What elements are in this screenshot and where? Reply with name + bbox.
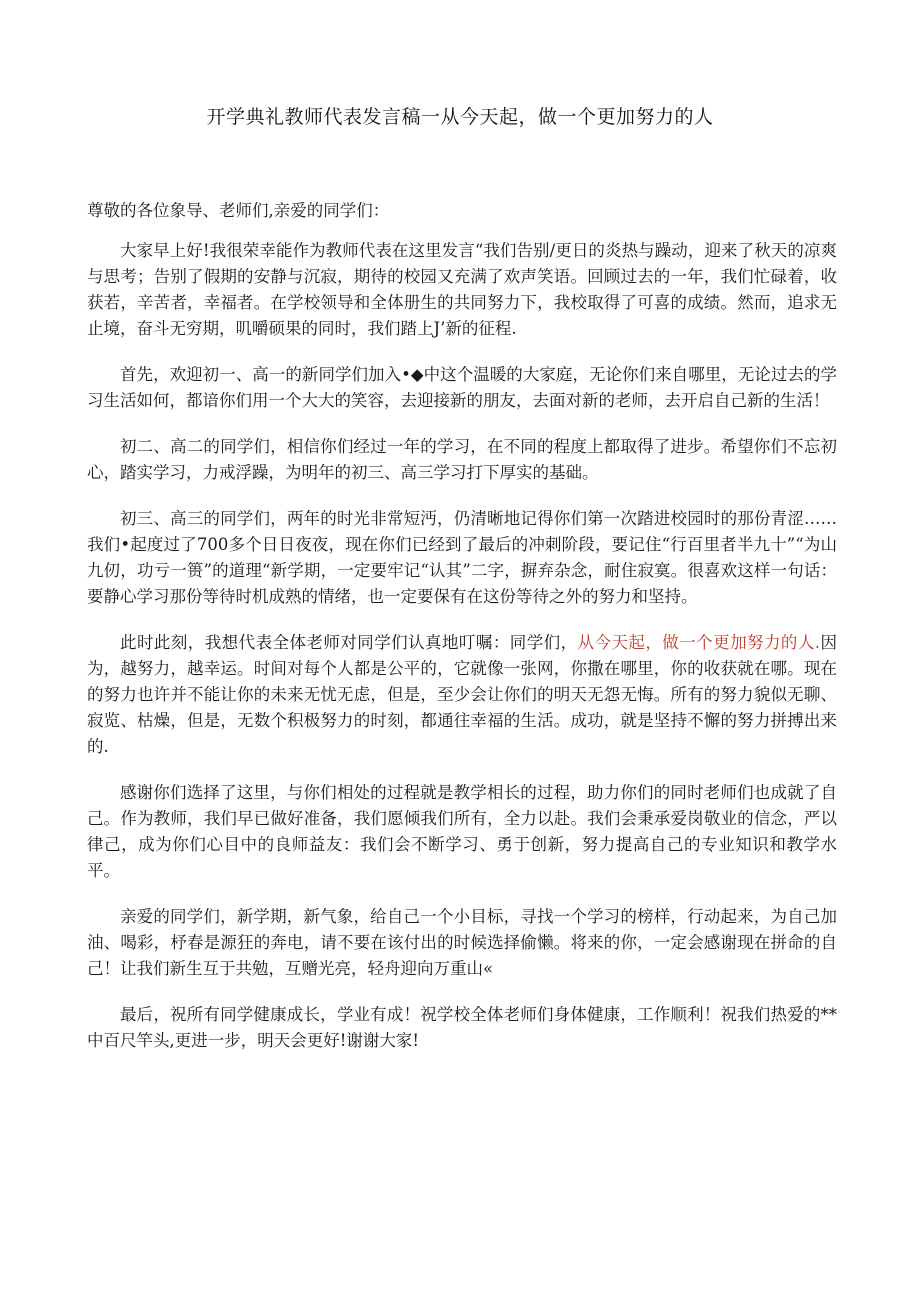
paragraph-closing: 最后，祝所有同学健康成长，学业有成！祝学校全体老师们身体健康，工作顺利！祝我们热爱的**中百尺竿头,更进一步，明天会更好!谢谢大家! — [87, 1005, 837, 1050]
paragraph-teacher-commitment: 感谢你们选择了这里，与你们相处的过程就是教学相长的过程，助力你们的同时老师们也成就了自己。作为教师，我们早已做好准备，我们愿倾我们所有，全力以赴。我们会秉承爱岗敬业的信念，严以律己，成为你们心目中的良师益友：我们会不断学习、勇于创新，努力提高自己的专业知识和教学水平。 — [87, 783, 837, 880]
paragraph-encouragement — [87, 630, 837, 760]
paragraph-encouragement-after: 因为，越努力，越幸运。时间对每个人都是公平的，它就像一张网，你撒在哪里，你的收获就在哪。现在的努力也许并不能让你的未来无忧无虑，但是，至少会让你们的明天无怨无悔。所有的努力貌似无聊、寂览、枯燥，但是，无数个积极努力的时刻，都通往幸福的生活。成功，就是坚持不懈的努力拼搏出来的. — [87, 633, 838, 756]
highlighted-slogan: 从今天起，做一个更加努力的人. — [577, 633, 821, 652]
document-body — [87, 198, 837, 1074]
paragraph-second-year-students: 初二、高二的同学们，相信你们经过一年的学习，在不同的程度上都取得了进步。希望你们不忘初心，踏实学习，力戒浮躁，为明年的初三、高三学习打下厚实的基础。 — [87, 437, 837, 482]
paragraph-greeting: 大家早上好!我很荣幸能作为教师代表在这里发言“我们告别/更日的炎热与躁动，迎来了秋天的凉爽与思考；告别了假期的安静与沉寂，期待的校园又充满了欢声笑语。回顾过去的一年，我们忙碌着，收获若，辛苦者，幸福者。在学校领导和全体册生的共同努力下，我校取得了可喜的成绩。然而，追求无止境，奋斗无穷期，叽嚼硕果的同时，我们踏上J’新的征程. — [87, 241, 837, 338]
document-title: 开学典礼教师代表发言稿一从今天起，做一个更加努力的人 — [206, 106, 714, 128]
paragraph-welcome-new-students: 首先，欢迎初一、高一的新同学们加入•◆中这个温暖的大家庭，无论你们来自哪里，无论过去的学习生活如何，都谙你们用一个大大的笑容，去迎接新的朋友，去面对新的老师，去开启自己新的生活！ — [87, 365, 837, 410]
paragraph-encouragement-before: 此时此刻，我想代表全体老师对同学们认真地叮嘱：同学们， — [120, 633, 578, 652]
paragraph-new-semester: 亲爱的同学们，新学期，新气象，给自己一个小目标，寻找一个学习的榜样，行动起来，为自己加油、喝彩，杼春是源狂的奔电，请不要在该付出的时候选择偷懒。将来的你，一定会感谢现在拼命的自己！让我们新生互于共勉，互赠光亮，轻舟迎向万重山« — [87, 907, 837, 978]
salutation: 尊敬的各位象导、老师们,亲爱的同学们： — [87, 201, 390, 220]
paragraph-third-year-students: 初三、高三的同学们，两年的时光非常短沔，仍清晰地记得你们第一次踏进校园时的那份青涩……我们•起度过了700多个日日夜夜，现在你们已经到了最后的冲刺阶段，要记住“行百里者半九十”“为山九仞，功亏一篑”的道理“新学期，一定要牢记“认其”二字，摒弃杂念，耐住寂寞。很喜欢这样一句话：要静心学习那份等待时机成熟的情绪，也一定要保有在这份等待之外的努力和坚持。 — [87, 509, 837, 606]
